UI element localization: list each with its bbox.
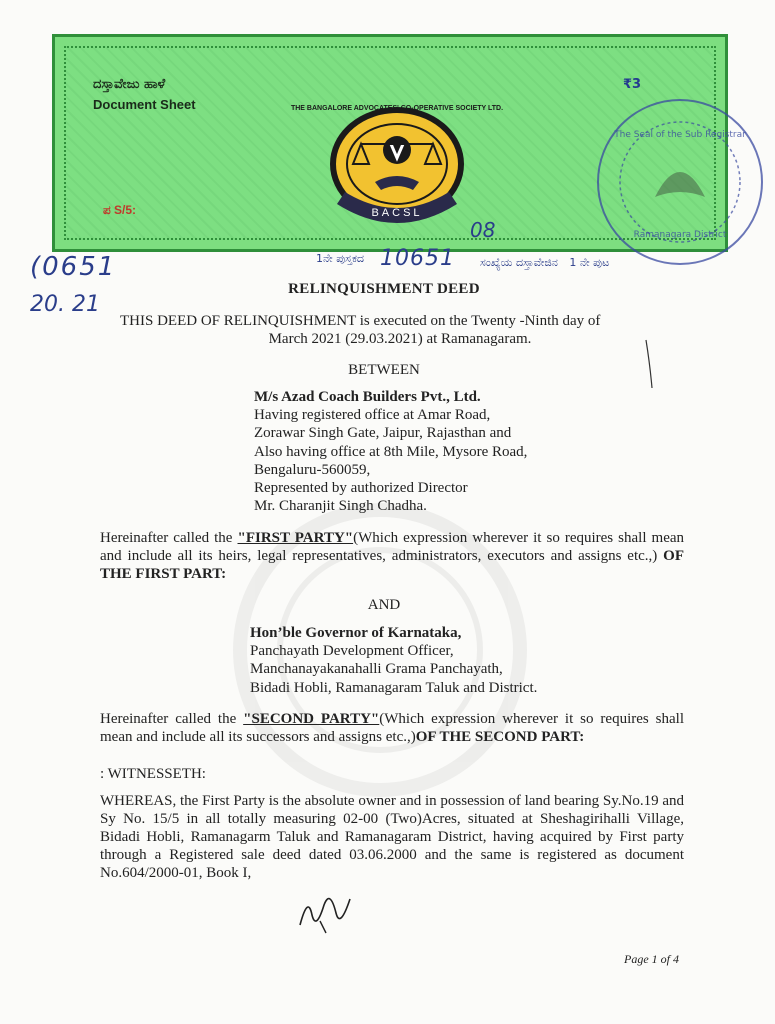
clause-suffix: OF THE FIRST PART: — [100, 548, 684, 582]
first-party-name: M/s Azad Coach Builders Pvt., Ltd. — [254, 389, 481, 405]
first-party-line: Bengaluru-560059, — [254, 461, 371, 478]
handwritten-register-date: 20. 21 — [30, 292, 100, 317]
second-party-clause — [100, 710, 684, 746]
and-heading: AND — [367, 597, 401, 613]
second-party-label: "SECOND PARTY" — [243, 711, 380, 727]
second-party-name: Hon’ble Governor of Karnataka, — [250, 625, 462, 641]
handwritten-top-number: 08 — [470, 218, 496, 242]
first-party-address — [254, 388, 527, 515]
page-number: Page 1 of 4 — [624, 952, 679, 966]
first-party-label: "FIRST PARTY" — [237, 530, 354, 546]
first-party-line: Having registered office at Amar Road, — [254, 407, 491, 424]
between-heading: BETWEEN — [348, 362, 420, 378]
handwritten-register-number: (0651 — [30, 252, 117, 282]
page-label: 1 ನೇ ಪುಟ — [569, 256, 610, 269]
svg-text:BACSL: BACSL — [371, 207, 423, 219]
clause-body: (Which expression wherever it so requires shall mean and include all its successors and assigns etc.,) — [100, 711, 684, 745]
intro-line-1: THIS DEED OF RELINQUISHMENT is executed on the Twenty -Ninth day of — [120, 313, 601, 329]
clause-body: (Which expression wherever it so requires shall mean and include all its heirs, legal representatives, administrators, executors and assigns etc.,) — [100, 530, 685, 564]
sub-registrar-seal — [585, 87, 775, 277]
first-party-line: Mr. Charanjit Singh Chadha. — [254, 498, 427, 515]
witnesseth-heading: : WITNESSETH: — [100, 766, 206, 782]
handwritten-register-number-mid: 10651 — [380, 246, 455, 271]
second-party-line: Manchanayakanahalli Grama Panchayath, — [250, 661, 503, 678]
svg-text:The Seal of the Sub Registrar: The Seal of the Sub Registrar — [614, 130, 746, 140]
second-party-line: Panchayath Development Officer, — [250, 643, 454, 660]
first-party-clause — [100, 529, 684, 583]
intro-line-2: March 2021 (29.03.2021) at Ramanagaram. — [268, 331, 532, 347]
register-suffix-text: ಸಂಖ್ಯೆಯ ದಸ್ತಾವೇಜಿನ — [480, 256, 558, 269]
first-party-line: Also having office at 8th Mile, Mysore Road, — [254, 443, 528, 460]
stamp-value-mark: ₹3 — [623, 77, 642, 92]
second-party-address — [250, 624, 537, 697]
clause-prefix: Hereinafter called the — [100, 530, 238, 546]
clause-prefix: Hereinafter called the — [100, 711, 244, 727]
book-label: 1ನೇ ಪುಸ್ತಕದ — [316, 252, 365, 265]
stamp-serial: ಪ S/5: — [103, 203, 137, 217]
second-party-line: Bidadi Hobli, Ramanagaram Taluk and District. — [250, 679, 538, 696]
whereas-paragraph: WHEREAS, the First Party is the absolute owner and in possession of land bearing Sy.No.19 and Sy No. 15/5 in all totally measuring 02-00 (Two)Acres, situated at Sheshagirihalli Village, Bidadi Hobli, Ramanagarm Taluk and Ramanagaram District, having acquired by First party through a Registered sale deed dated 03.06.2000 and the same is registered as document No.604/2000-01, Book I, — [100, 793, 684, 881]
first-party-line: Represented by authorized Director — [254, 480, 468, 497]
stamp-kannada-title: ದಸ್ತಾವೇಜು ಹಾಳೆ — [93, 77, 166, 92]
handwritten-signature — [290, 885, 370, 935]
document-title: RELINQUISHMENT DEED — [288, 281, 480, 297]
document-sheet-stamp — [52, 34, 746, 252]
svg-text:THE BANGALORE ADVOCATES' CO-OP: THE BANGALORE ADVOCATES' CO-OPERATIVE SOCIETY LTD. — [290, 105, 504, 112]
first-party-line: Zorawar Singh Gate, Jaipur, Rajasthan and — [254, 425, 512, 442]
stamp-document-sheet-label: Document Sheet — [93, 97, 196, 112]
register-suffix — [480, 256, 609, 270]
svg-text:Ramanagara District: Ramanagara District — [633, 230, 727, 240]
clause-suffix: OF THE SECOND PART: — [415, 729, 585, 745]
